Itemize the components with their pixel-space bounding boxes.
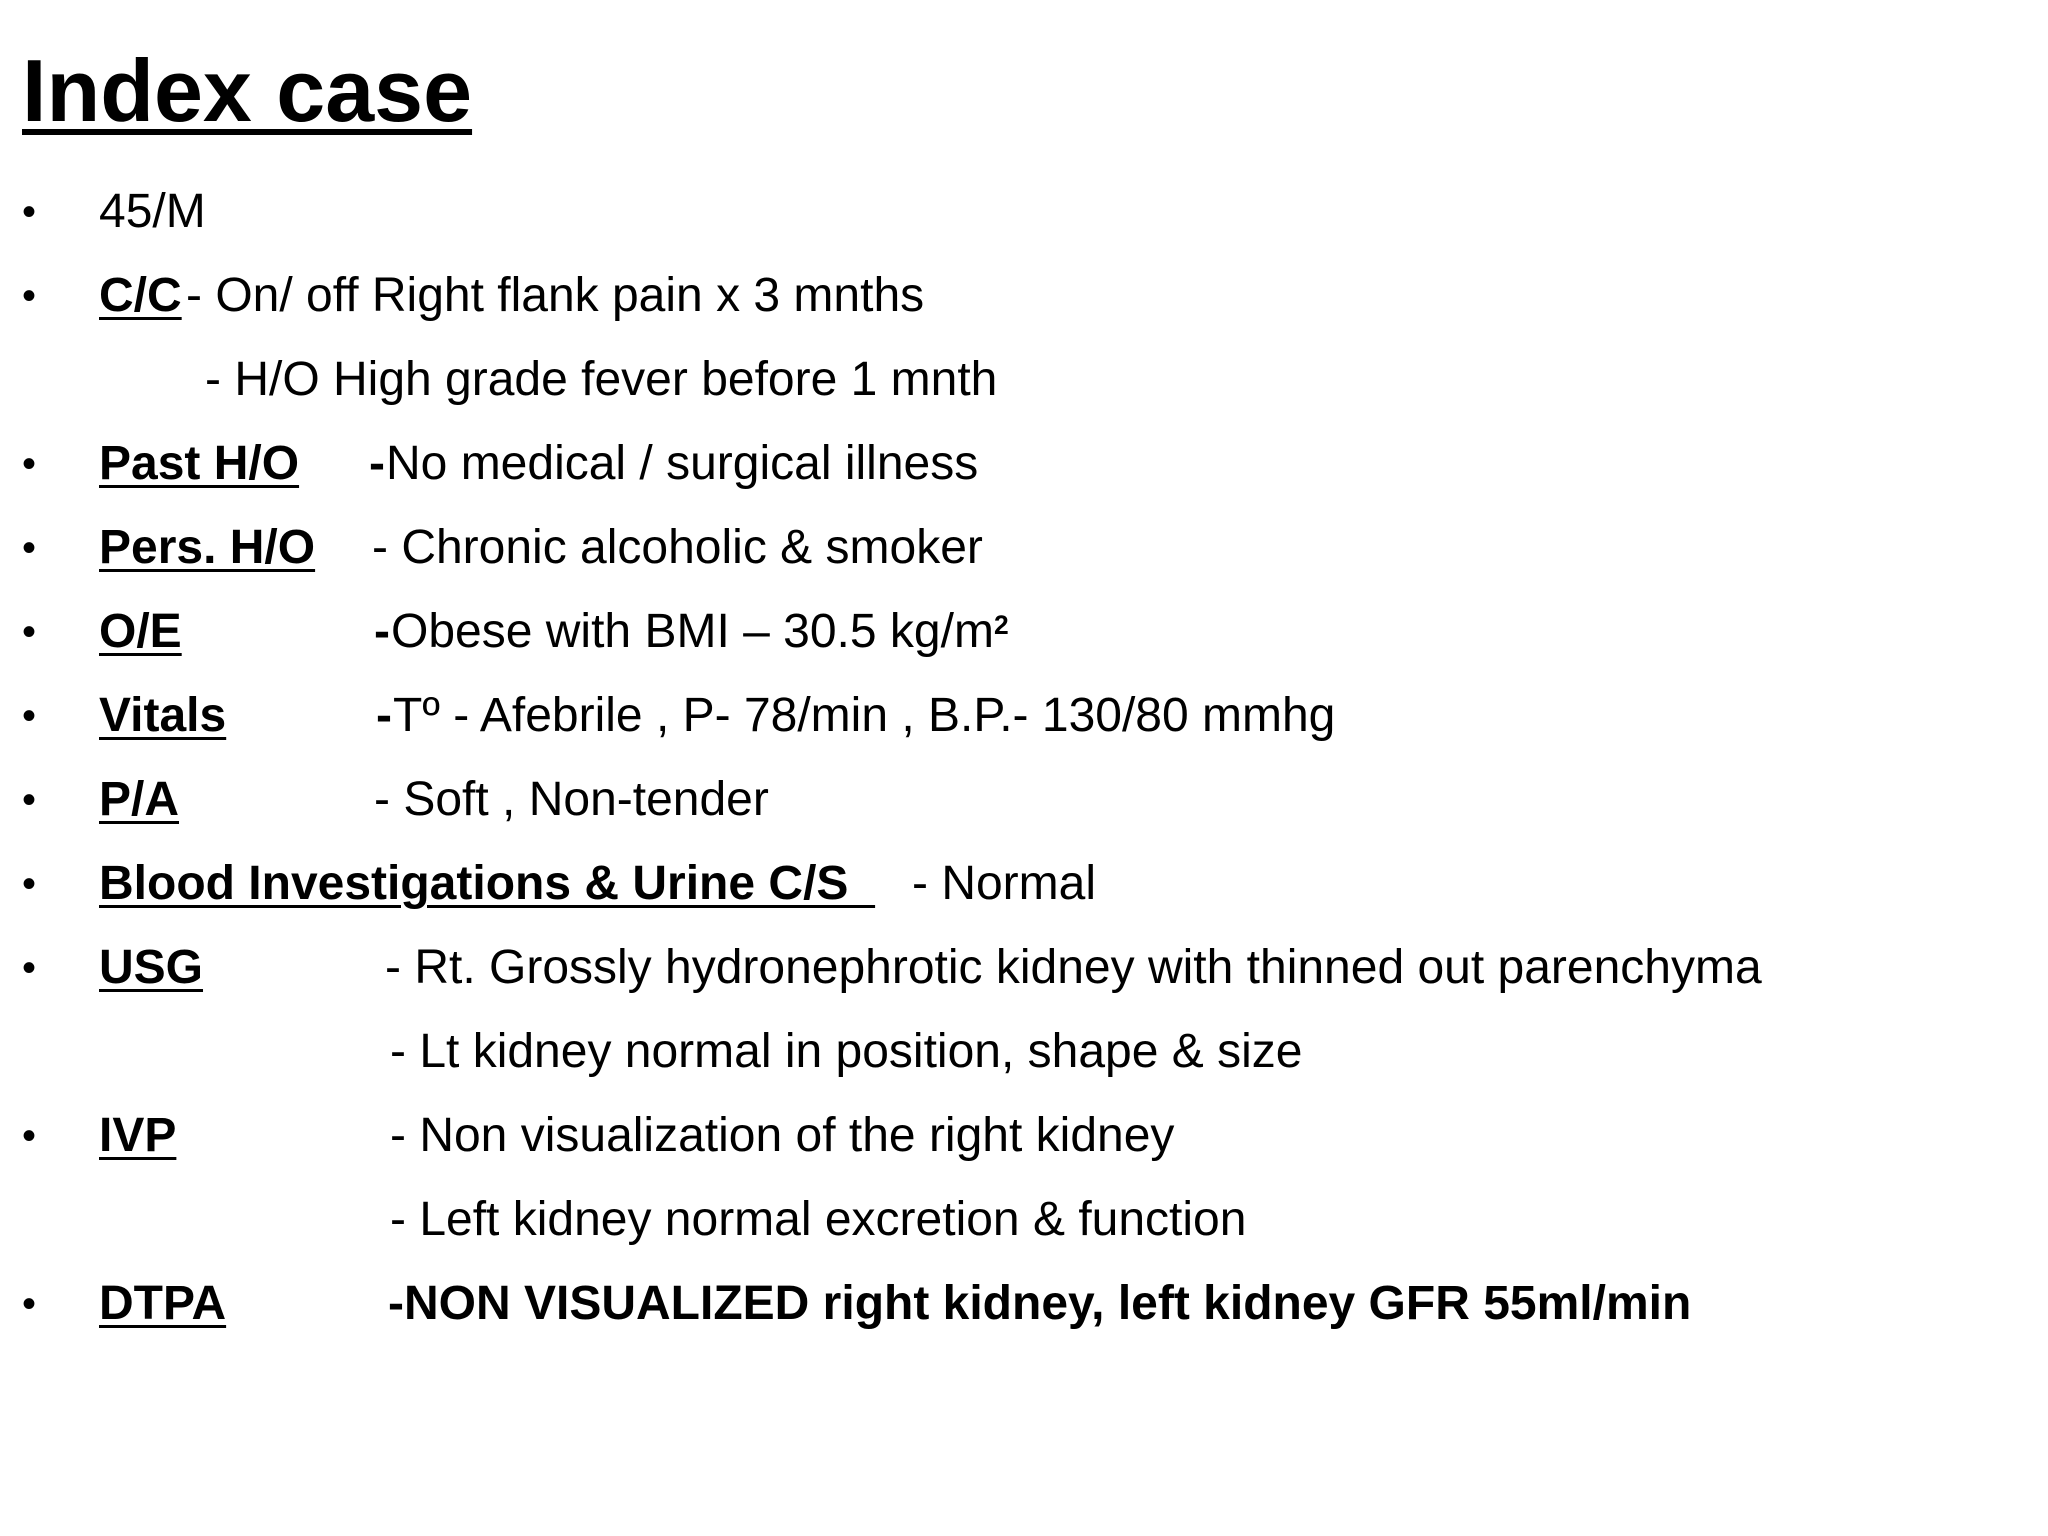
item-dash: -	[374, 605, 390, 658]
item-text: - H/O High grade fever before 1 mnth	[205, 353, 998, 406]
item-text: Obese with BMI – 30.5 $kg/m^2$	[391, 605, 1009, 658]
item-label: DTPA	[99, 1277, 227, 1330]
bullet-icon: •	[22, 778, 37, 822]
list-item-usg	[0, 926, 2048, 1010]
list-item-personal-history	[0, 506, 2048, 590]
list-item-per-abdomen	[0, 758, 2048, 842]
item-text: - Lt kidney normal in position, shape & size	[390, 1025, 1303, 1078]
slide-title: Index case	[22, 41, 473, 140]
item-text: - Soft , Non-tender	[374, 773, 769, 826]
bullet-icon: •	[22, 946, 37, 990]
item-text: - On/ off Right flank pain x 3 mnths	[186, 269, 925, 322]
bullet-icon: •	[22, 526, 37, 570]
item-label: USG	[99, 941, 204, 994]
list-item-cc	[0, 254, 2048, 338]
item-label: Blood Investigations & Urine C/S	[99, 857, 876, 910]
list-item-examination	[0, 590, 2048, 674]
list-item-past-history	[0, 422, 2048, 506]
item-text: Tº - Afebrile , P- 78/min , B.P.- 130/80 mmhg	[393, 689, 1336, 742]
list-item-usg-continued	[0, 1010, 2048, 1094]
list-item-cc-continued	[0, 338, 2048, 422]
bullet-icon: •	[22, 1282, 37, 1326]
item-text: - Left kidney normal excretion & function	[390, 1193, 1247, 1246]
item-dash: -	[369, 437, 385, 490]
item-label: O/E	[99, 605, 182, 658]
item-label: Vitals	[99, 689, 227, 742]
bullet-icon: •	[22, 610, 37, 654]
item-dash: -	[376, 689, 392, 742]
item-label: P/A	[99, 773, 180, 826]
item-label: C/C	[99, 269, 182, 322]
item-text: 45/M	[99, 185, 206, 238]
bullet-icon: •	[22, 694, 37, 738]
list-item-ivp	[0, 1094, 2048, 1178]
item-label: Past H/O	[99, 437, 300, 490]
item-text: - Rt. Grossly hydronephrotic kidney with thinned out parenchyma	[385, 941, 1762, 994]
item-text: - Chronic alcoholic & smoker	[372, 521, 983, 574]
list-item-vitals	[0, 674, 2048, 758]
item-label: Pers. H/O	[99, 521, 316, 574]
item-text: -NON VISUALIZED right kidney, left kidney GFR 55ml/min	[388, 1277, 1692, 1330]
bullet-icon: •	[22, 442, 37, 486]
superscript: 2	[993, 609, 1009, 640]
item-text: - Normal	[912, 857, 1097, 910]
list-item-dtpa	[0, 1262, 2048, 1346]
bullet-icon: •	[22, 1114, 37, 1158]
bullet-icon: •	[22, 274, 37, 318]
list-item-ivp-continued	[0, 1178, 2048, 1262]
bullet-icon: •	[22, 190, 37, 234]
list-item-blood-investigations	[0, 842, 2048, 926]
bullet-icon: •	[22, 862, 37, 906]
item-text: No medical / surgical illness	[386, 437, 979, 490]
list-item-age	[0, 170, 2048, 254]
item-label: IVP	[99, 1109, 177, 1162]
item-text: - Non visualization of the right kidney	[390, 1109, 1175, 1162]
